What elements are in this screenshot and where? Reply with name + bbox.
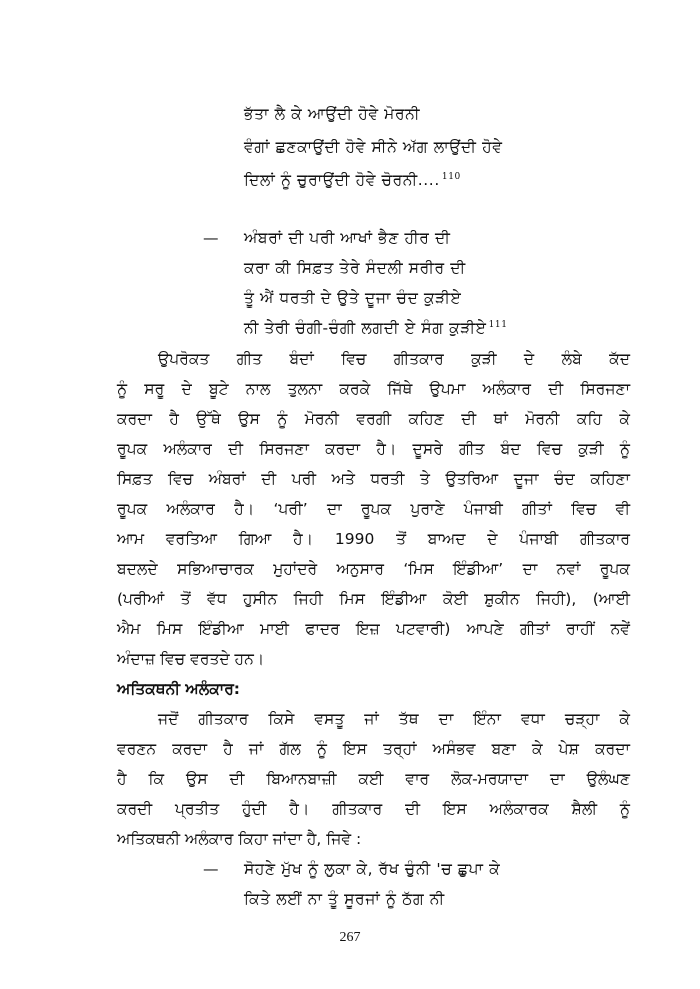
verse3-line-1: ਸੋਹਣੇ ਮੁੱਖ ਨੂੰ ਲੁਕਾ ਕੇ, ਰੱਖ ਚੁੰਨੀ 'ਚ ਛੁਪਾ ਕੇ — [244, 860, 501, 878]
paragraph2-line-2: ਵਰਣਨ ਕਰਦਾ ਹੈ ਜਾਂ ਗੱਲ ਨੂੰ ਇਸ ਤਰ੍ਹਾਂ ਅਸੰਭਵ ਬਣਾ ਕੇ ਪੇਸ਼ ਕਰਦਾ — [117, 740, 630, 758]
page-number: 267 — [339, 930, 361, 945]
verse2-line-3: ਤੂੰ ਐਂ ਧਰਤੀ ਦੇ ਉਤੇ ਦੂਜਾ ਚੰਦ ਕੁੜੀਏ — [244, 289, 462, 307]
paragraph1-line-4: ਰੂਪਕ ਅਲੰਕਾਰ ਦੀ ਸਿਰਜਣਾ ਕਰਦਾ ਹੈ। ਦੂਸਰੇ ਗੀਤ ਬੰਦ ਵਿਚ ਕੁੜੀ ਨੂੰ — [117, 440, 630, 458]
paragraph2-line-1: ਜਦੋਂ ਗੀਤਕਾਰ ਕਿਸੇ ਵਸਤੂ ਜਾਂ ਤੱਥ ਦਾ ਇੰਨਾ ਵਧਾ ਚੜ੍ਹਾ ਕੇ — [158, 710, 630, 728]
section-heading: ਅਤਿਕਥਨੀ ਅਲੰਕਾਰ: — [117, 680, 241, 698]
verse2-line-2: ਕਰਾ ਕੀ ਸਿਫ਼ਤ ਤੇਰੇ ਸੰਦਲੀ ਸਰੀਰ ਦੀ — [244, 259, 466, 277]
verse3-line-2: ਕਿਤੇ ਲਈਂ ਨਾ ਤੂੰ ਸੂਰਜਾਂ ਨੂੰ ਠੱਗ ਨੀ — [244, 890, 445, 908]
footnote-marker-110: 110 — [441, 171, 461, 182]
paragraph1-line-8: ਬਦਲਦੇ ਸਭਿਆਚਾਰਕ ਮੁਹਾਂਦਰੇ ਅਨੁਸਾਰ ‘ਮਿਸ ਇੰਡੀਆ’ ਦਾ ਨਵਾਂ ਰੂਪਕ — [117, 560, 630, 578]
paragraph1-line-7: ਆਮ ਵਰਤਿਆ ਗਿਆ ਹੈ। 1990 ਤੋਂ ਬਾਅਦ ਦੇ ਪੰਜਾਬੀ ਗੀਤਕਾਰ — [117, 530, 630, 548]
verse2-line-1: ਅੰਬਰਾਂ ਦੀ ਪਰੀ ਆਖਾਂ ਭੈਣ ਹੀਰ ਦੀ — [244, 229, 451, 247]
paragraph2-line-4: ਕਰਦੀ ਪ੍ਰਤੀਤ ਹੁੰਦੀ ਹੈ। ਗੀਤਕਾਰ ਦੀ ਇਸ ਅਲੰਕਾਰਕ ਸ਼ੈਲੀ ਨੂੰ — [117, 800, 630, 818]
paragraph2-line-3: ਹੈ ਕਿ ਉਸ ਦੀ ਬਿਆਨਬਾਜ਼ੀ ਕਈ ਵਾਰ ਲੋਕ-ਮਰਯਾਦਾ ਦਾ ਉਲੰਘਣ — [117, 770, 630, 788]
verse2-line-4: ਨੀ ਤੇਰੀ ਚੰਗੀ-ਚੰਗੀ ਲਗਦੀ ਏ ਸੰਗ ਕੁੜੀਏ $^{111}$ — [244, 319, 508, 337]
paragraph1-line-9: (ਪਰੀਆਂ ਤੋਂ ਵੱਧ ਹੁਸੀਨ ਜਿਹੀ ਮਿਸ ਇੰਡੀਆ ਕੋਈ ਸ਼ੁਕੀਨ ਜਿਹੀ), (ਆਈ — [117, 590, 630, 608]
paragraph1-line-1: ਉਪਰੋਕਤ ਗੀਤ ਬੰਦਾਂ ਵਿਚ ਗੀਤਕਾਰ ਕੁੜੀ ਦੇ ਲੰਬੇ ਕੱਦ — [158, 350, 630, 368]
verse1-line-2: ਵੰਗਾਂ ਛਣਕਾਉਂਦੀ ਹੋਵੇ ਸੀਨੇ ਅੱਗ ਲਾਉਂਦੀ ਹੋਵੇ — [244, 138, 503, 156]
paragraph1-line-6: ਰੂਪਕ ਅਲੰਕਾਰ ਹੈ। ‘ਪਰੀ’ ਦਾ ਰੂਪਕ ਪੁਰਾਣੇ ਪੰਜਾਬੀ ਗੀਤਾਂ ਵਿਚ ਵੀ — [117, 500, 630, 518]
verse1-line-3: ਦਿਲਾਂ ਨੂੰ ਚੁਰਾਉਂਦੀ ਹੋਵੇ ਚੋਰਨੀ.... $^{110}$ — [244, 171, 461, 189]
paragraph1-line-5: ਸਿਫ਼ਤ ਵਿਚ ਅੰਬਰਾਂ ਦੀ ਪਰੀ ਅਤੇ ਧਰਤੀ ਤੇ ਉਤਰਿਆ ਦੂਜਾ ਚੰਦ ਕਹਿਣਾ — [117, 470, 630, 488]
verse2-dash: — — [203, 229, 219, 247]
paragraph1-line-11: ਅੰਦਾਜ਼ ਵਿਚ ਵਰਤਦੇ ਹਨ। — [117, 650, 265, 668]
paragraph2-line-5: ਅਤਿਕਥਨੀ ਅਲੰਕਾਰ ਕਿਹਾ ਜਾਂਦਾ ਹੈ, ਜਿਵੇ : — [117, 830, 362, 848]
verse3-dash: — — [203, 860, 219, 878]
paragraph1-line-3: ਕਰਦਾ ਹੈ ਉੱਥੇ ਉਸ ਨੂੰ ਮੋਰਨੀ ਵਰਗੀ ਕਹਿਣ ਦੀ ਥਾਂ ਮੋਰਨੀ ਕਹਿ ਕੇ — [117, 410, 630, 428]
paragraph1-line-10: ਐਮ ਮਿਸ ਇੰਡੀਆ ਮਾਈ ਫਾਦਰ ਇਜ਼ ਪਟਵਾਰੀ) ਆਪਣੇ ਗੀਤਾਂ ਰਾਹੀਂ ਨਵੇਂ — [117, 620, 630, 638]
footnote-marker-111: 111 — [488, 319, 508, 330]
verse1-line-1: ਭੱਤਾ ਲੈ ਕੇ ਆਉਂਦੀ ਹੋਵੇ ਮੋਰਨੀ — [244, 105, 421, 123]
paragraph1-line-2: ਨੂੰ ਸਰੂ ਦੇ ਬੂਟੇ ਨਾਲ ਤੁਲਨਾ ਕਰਕੇ ਜਿੱਥੇ ਉਪਮਾ ਅਲੰਕਾਰ ਦੀ ਸਿਰਜਣਾ — [117, 380, 630, 398]
